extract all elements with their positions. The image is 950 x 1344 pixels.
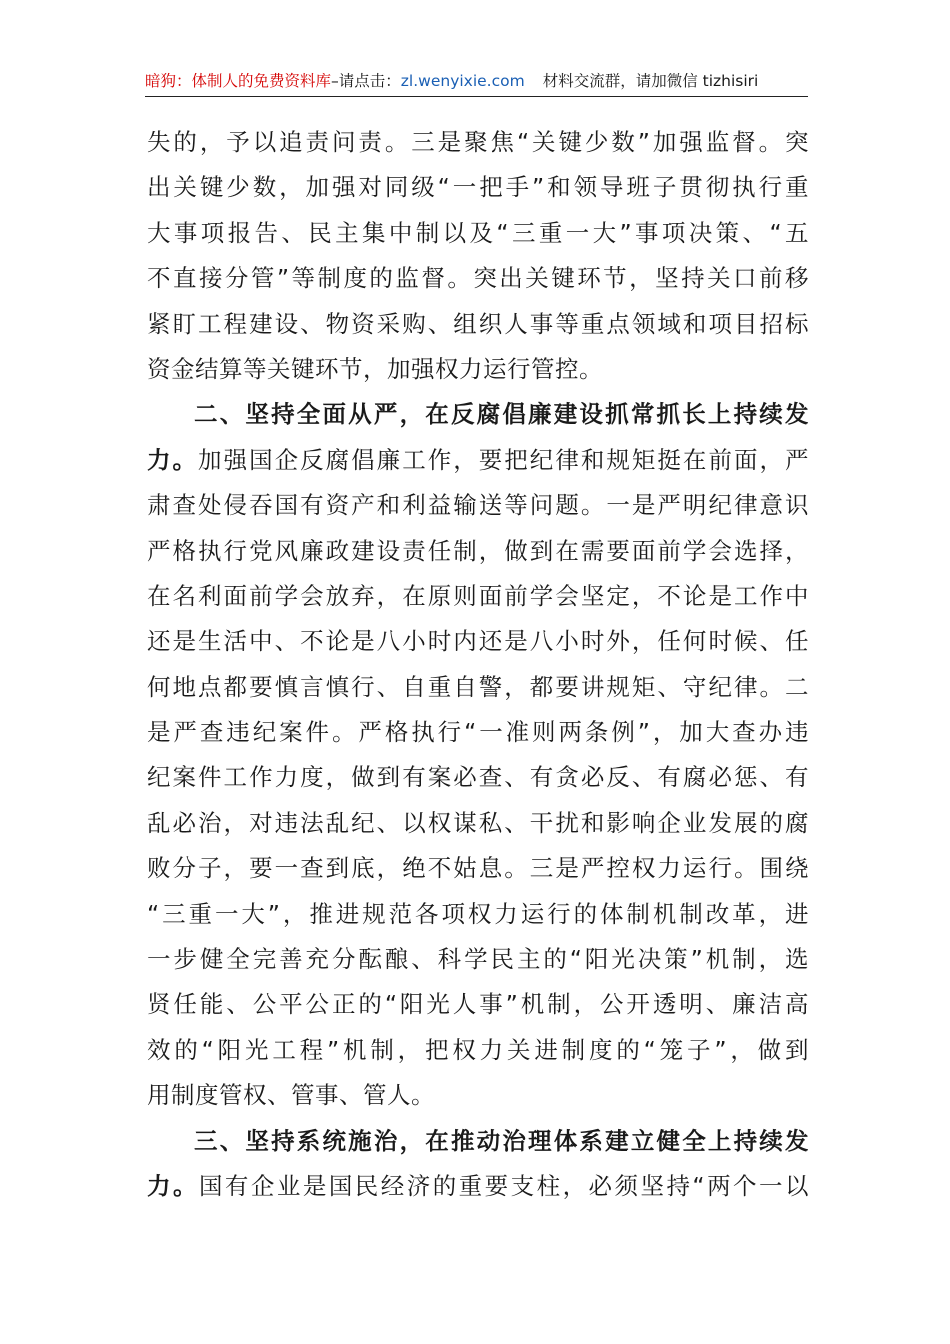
page-header (145, 68, 808, 97)
body-line (147, 1164, 809, 1209)
body-line: 出关键少数，加强对同级“一把手”和领导班子贯彻执行重 (147, 173, 809, 202)
body-line: 紧盯工程建设、物资采购、组织人事等重点领域和项目招标 (147, 309, 809, 338)
body-line: 大事项报告、民主集中制以及“三重一大”事项决策、“五 (147, 218, 809, 247)
section-heading-3-end: 力。 (147, 1171, 199, 1200)
section-heading-3: 三、坚持系统施治，在推动治理体系建立健全上持续发 (194, 1126, 809, 1155)
body-line: 在名利面前学会放弃，在原则面前学会坚定，不论是工作中 (147, 581, 809, 610)
body-line (147, 438, 809, 483)
body-line: 失的，予以追责问责。三是聚焦“关键少数”加强监督。突 (147, 128, 809, 156)
header-wechat-note: 材料交流群，请加微信 tizhisiri (542, 72, 759, 90)
body-line: 一步健全完善充分酝酿、科学民主的“阳光决策”机制，选 (147, 945, 809, 974)
section-heading-2: 二、坚持全面从严，在反腐倡廉建设抓常抓长上持续发 (194, 400, 809, 429)
body-line: 败分子，要一查到底，绝不姑息。三是严控权力运行。围绕 (147, 854, 809, 883)
body-line: 何地点都要慎言慎行、自重自警，都要讲规矩、守纪律。二 (147, 672, 809, 701)
body-line: 不直接分管”等制度的监督。突出关键环节，坚持关口前移 (147, 264, 809, 293)
body-line: 贤任能、公平公正的“阳光人事”机制，公开透明、廉洁高 (147, 990, 809, 1019)
body-line: 严格执行党风廉政建设责任制，做到在需要面前学会选择， (147, 536, 809, 565)
body-line: 用制度管权、管事、管人。 (147, 1081, 435, 1110)
body-line-text: 加强国企反腐倡廉工作，要把纪律和规矩挺在前面，严 (198, 445, 810, 474)
body-line: 是严查违纪案件。严格执行“一准则两条例”，加大查办违 (147, 718, 809, 747)
body-line: 还是生活中、不论是八小时内还是八小时外，任何时候、任 (147, 627, 809, 656)
section-heading-2-end: 力。 (147, 445, 199, 474)
body-line: “三重一大”，推进规范各项权力运行的体制机制改革，进 (147, 899, 809, 928)
document-body (147, 120, 809, 1209)
body-line: 肃查处侵吞国有资产和利益输送等问题。一是严明纪律意识 (147, 491, 809, 520)
body-line: 乱必治，对违法乱纪、以权谋私、干扰和影响企业发展的腐 (147, 808, 809, 837)
header-click-prompt: –请点击： (331, 72, 401, 90)
header-site-name: 暗狗：体制人的免费资料库 (145, 72, 332, 90)
header-link[interactable]: zl.wenyixie.com (400, 72, 525, 90)
body-line: 纪案件工作力度，做到有案必查、有贪必反、有腐必惩、有 (147, 763, 809, 792)
body-line: 资金结算等关键环节，加强权力运行管控。 (147, 354, 603, 383)
body-line-text: 国有企业是国民经济的重要支柱，必须坚持“两个一以 (198, 1171, 809, 1200)
body-line: 效的“阳光工程”机制，把权力关进制度的“笼子”，做到 (147, 1035, 809, 1064)
